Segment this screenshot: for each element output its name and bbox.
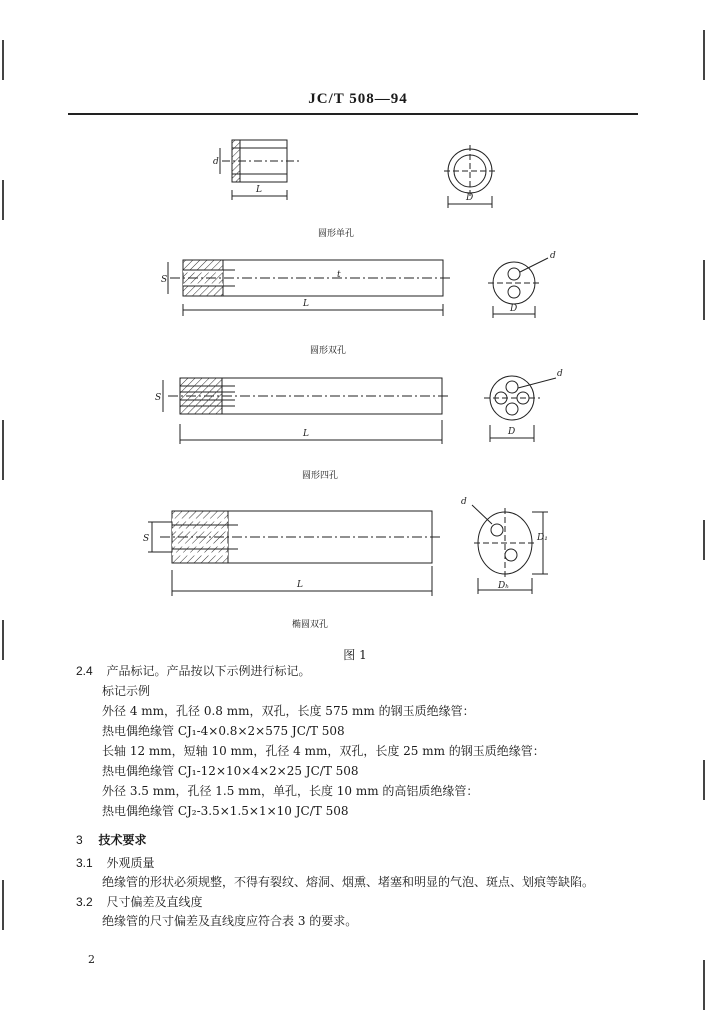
scan-edge-mark: [703, 760, 705, 800]
section-number: 3.2: [76, 895, 93, 909]
section-2-4-heading-row: [76, 663, 311, 679]
round-double-hole-end-view: [488, 258, 548, 318]
dim-label-d: d: [557, 369, 563, 379]
example-line: 外径 3.5 mm，孔径 1.5 mm，单孔，长度 10 mm 的高铝质绝缘管：: [102, 784, 479, 798]
section-3-1-heading-row: [76, 855, 155, 871]
section-heading: 产品标记。产品按以下示例进行标记。: [106, 664, 311, 678]
section-body: 绝缘管的尺寸偏差及直线度应符合表 3 的要求。: [102, 914, 358, 928]
example-line: 热电偶绝缘管 CJ₁-12×10×4×2×25 JC/T 508: [102, 764, 359, 778]
example-line: 长轴 12 mm，短轴 10 mm，孔径 4 mm，双孔，长度 25 mm 的钢玉质绝缘管：: [102, 744, 545, 758]
dim-label-L: L: [297, 580, 303, 590]
section-3-heading-row: [76, 832, 147, 848]
scan-edge-mark: [703, 960, 705, 1010]
dim-label-L: L: [256, 185, 262, 195]
example-line: 外径 4 mm，孔径 0.8 mm，双孔，长度 575 mm 的钢玉质绝缘管：: [102, 704, 475, 718]
dim-label-d: d: [550, 251, 556, 261]
section-heading: 外观质量: [106, 856, 155, 870]
dim-label-S: S: [161, 275, 168, 285]
section-3-2-heading-row: [76, 894, 203, 910]
round-double-hole-side-view: [168, 260, 450, 316]
section-number: 3.1: [76, 856, 93, 870]
oval-double-hole-end-view: [472, 505, 548, 594]
dim-label-L: L: [303, 429, 309, 439]
dim-label-d: d: [461, 497, 467, 507]
section-heading: 尺寸偏差及直线度: [106, 895, 203, 909]
dim-label-Db: Dₕ: [498, 581, 510, 591]
dim-label-D: D: [508, 427, 516, 437]
figure-caption: 圆形单孔: [317, 229, 355, 239]
figure-title: 图 1: [343, 648, 367, 662]
dim-label-D: D: [510, 304, 518, 314]
dim-label-D: D: [466, 193, 474, 203]
section-number: 3: [76, 833, 83, 847]
dim-label-t: t: [337, 270, 341, 280]
page-number: 2: [88, 953, 95, 966]
example-line: 热电偶绝缘管 CJ₁-4×0.8×2×575 JC/T 508: [102, 724, 345, 738]
oval-double-hole-side-view: [148, 511, 440, 596]
dim-label-d: d: [213, 157, 219, 167]
figure-caption: 圆形双孔: [309, 346, 347, 356]
scan-edge-mark: [2, 880, 4, 930]
dim-label-D1: D₁: [537, 533, 548, 543]
section-number: 2.4: [76, 664, 93, 678]
dim-label-S: S: [143, 534, 150, 544]
section-heading: 技术要求: [98, 833, 147, 847]
figure-caption: 椭圆双孔: [291, 620, 329, 630]
example-title: 标记示例: [102, 684, 151, 698]
figure-caption: 圆形四孔: [301, 471, 339, 481]
page-header-title: JC/T 508—94: [308, 91, 408, 107]
dim-label-S: S: [155, 393, 162, 403]
example-line: 热电偶绝缘管 CJ₂-3.5×1.5×1×10 JC/T 508: [102, 804, 349, 818]
round-four-hole-end-view: [484, 376, 556, 442]
section-body: 绝缘管的形状必须规整，不得有裂纹、熔洞、烟熏、堵塞和明显的气泡、斑点、划痕等缺陷。: [102, 875, 595, 889]
dim-label-L: L: [303, 299, 309, 309]
